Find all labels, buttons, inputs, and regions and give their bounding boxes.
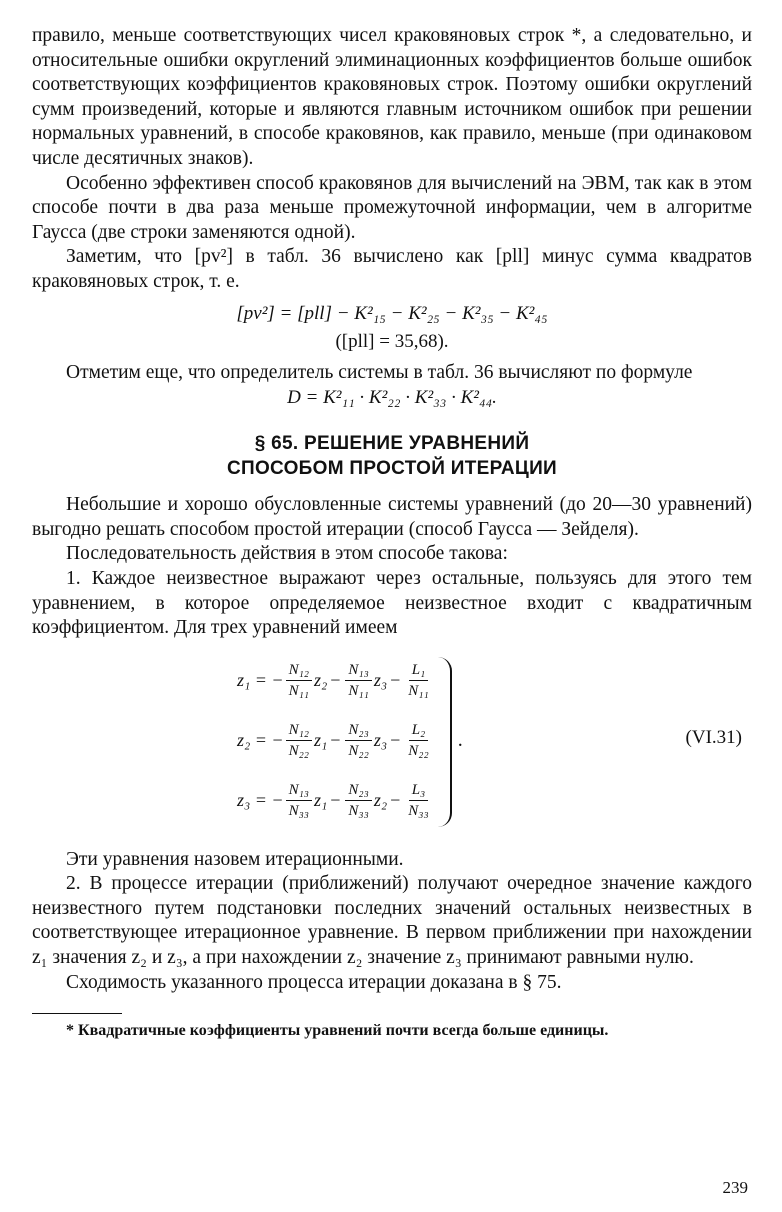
eq1-frac-2-num: N₁₃ bbox=[345, 661, 371, 681]
eq1-frac-1 bbox=[286, 661, 312, 700]
eq2-lhs: z₂ = − bbox=[237, 730, 284, 751]
paragraph-9: 2. В процессе итерации (приближений) получают очередное значение каждого неизвестного путем подстановки последних значений остальных неизвестных в соответствующее итерационное уравнение. В первом приближении при нахождении z₁ значения z₂ и z₃, а при нахождении z₂ значение z₃ принимают равными нулю. bbox=[32, 873, 752, 969]
eq3-minus-2: − bbox=[390, 790, 401, 811]
equation-number: (VI.31) bbox=[685, 726, 742, 748]
eq1-frac-2 bbox=[345, 661, 371, 700]
eq3-var-1: z₁ bbox=[314, 790, 328, 811]
eq3-frac-1 bbox=[286, 781, 312, 820]
section-heading-line-1: § 65. РЕШЕНИЕ УРАВНЕНИЙ bbox=[254, 433, 530, 455]
eq1-var-1: z₂ bbox=[314, 670, 328, 691]
eq2-var-1: z₁ bbox=[314, 730, 328, 751]
iteration-equation-1 bbox=[237, 651, 434, 711]
paragraph-3: Заметим, что [pv²] в табл. 36 вычислено как [pll] минус сумма квадратов краковяновых строк, т. е. bbox=[32, 246, 752, 292]
eq1-frac-3-den: N₁₁ bbox=[408, 683, 429, 700]
system-period: . bbox=[457, 728, 463, 751]
eq3-frac-2-num: N₂₃ bbox=[345, 781, 371, 801]
iteration-equation-3 bbox=[237, 771, 434, 831]
eq1-frac-3 bbox=[405, 661, 431, 700]
equation-determinant: D = K²₁₁ · K²₂₂ · K²₃₃ · K²₄₄. bbox=[287, 387, 497, 409]
paragraph-10: Сходимость указанного процесса итерации доказана в § 75. bbox=[66, 971, 562, 993]
eq2-frac-1 bbox=[286, 721, 312, 760]
page-body bbox=[32, 24, 752, 1042]
paragraph-2: Особенно эффективен способ краковянов для вычислений на ЭВМ, так как в этом способе почти в два раза меньше промежуточной информации, чем в алгоритме Гаусса (две строки заменяются одной). bbox=[32, 172, 752, 243]
eq1-minus-2: − bbox=[390, 670, 401, 691]
eq1-frac-2-den: N₁₁ bbox=[348, 683, 369, 700]
page-number: 239 bbox=[722, 1178, 748, 1197]
eq2-frac-1-num: N₁₂ bbox=[286, 721, 312, 741]
paragraph-6: Последовательность действия в этом способе такова: bbox=[66, 543, 508, 565]
eq2-frac-1-den: N₂₂ bbox=[288, 743, 309, 760]
section-heading-line-2: СПОСОБОМ ПРОСТОЙ ИТЕРАЦИИ bbox=[226, 458, 558, 480]
eq3-lhs: z₃ = − bbox=[237, 790, 284, 811]
eq2-minus-1: − bbox=[330, 730, 341, 751]
eq2-minus-2: − bbox=[390, 730, 401, 751]
paragraph-5: Небольшие и хорошо обусловленные системы уравнений (до 20—30 уравнений) выгодно решать способом простой итерации (способ Гаусса — Зейделя). bbox=[32, 494, 752, 540]
eq3-minus-1: − bbox=[330, 790, 341, 811]
equation-pv2: [pv²] = [pll] − K²₁₅ − K²₂₅ − K²₃₅ − K²₄₅ bbox=[236, 302, 548, 324]
eq1-frac-1-num: N₁₂ bbox=[286, 661, 312, 681]
eq2-frac-2-den: N₂₂ bbox=[348, 743, 369, 760]
eq3-var-2: z₂ bbox=[373, 790, 388, 811]
equation-pll-value: ([pll] = 35,68). bbox=[335, 330, 449, 352]
eq2-frac-3 bbox=[405, 721, 431, 760]
eq1-var-2: z₃ bbox=[373, 670, 388, 691]
eq3-frac-3 bbox=[405, 781, 431, 820]
eq1-lhs: z₁ = − bbox=[237, 670, 284, 691]
paragraph-4: Отметим еще, что определитель системы в табл. 36 вычисляют по формуле bbox=[66, 361, 693, 383]
eq2-var-2: z₃ bbox=[373, 730, 388, 751]
eq2-frac-2 bbox=[345, 721, 371, 760]
iteration-system bbox=[32, 651, 752, 836]
footnote: * Квадратичные коэффициенты уравнений почти всегда больше единицы. bbox=[66, 1022, 609, 1040]
eq2-frac-3-den: N₂₂ bbox=[408, 743, 429, 760]
iteration-equation-2 bbox=[237, 711, 434, 771]
eq1-frac-3-num: L₁ bbox=[409, 661, 429, 681]
iteration-equations bbox=[237, 651, 434, 831]
eq3-frac-1-num: N₁₃ bbox=[286, 781, 312, 801]
paragraph-8: Эти уравнения назовем итерационными. bbox=[66, 848, 404, 870]
paragraph-7: 1. Каждое неизвестное выражают через остальные, пользуясь для этого тем уравнением, в которое определяемое неизвестное входит с квадратичным коэффициентом. Для трех уравнений имеем bbox=[32, 567, 752, 639]
eq2-frac-3-num: L₂ bbox=[409, 721, 429, 741]
eq3-frac-3-num: L₃ bbox=[409, 781, 429, 801]
eq3-frac-3-den: N₃₃ bbox=[408, 803, 429, 820]
eq3-frac-1-den: N₃₃ bbox=[288, 803, 309, 820]
footnote-rule bbox=[32, 1013, 122, 1014]
eq1-minus-1: − bbox=[330, 670, 341, 691]
system-brace bbox=[438, 657, 452, 827]
eq3-frac-2 bbox=[345, 781, 371, 820]
paragraph-1: правило, меньше соответствующих чисел краковяновых строк *, а следовательно, и относительные ошибки округлений элиминационных коэффициентов больше ошибок соответствующих коэффициентов краковяновых строк. Поэтому ошибки округлений сумм произведений, которые и являются главным источником ошибок при решении нормальных уравнений, в способе краковянов, как правило, меньше (при одинаковом числе десятичных знаков). bbox=[32, 25, 752, 169]
eq3-frac-2-den: N₃₃ bbox=[348, 803, 369, 820]
eq1-frac-1-den: N₁₁ bbox=[288, 683, 309, 700]
eq2-frac-2-num: N₂₃ bbox=[345, 721, 371, 741]
